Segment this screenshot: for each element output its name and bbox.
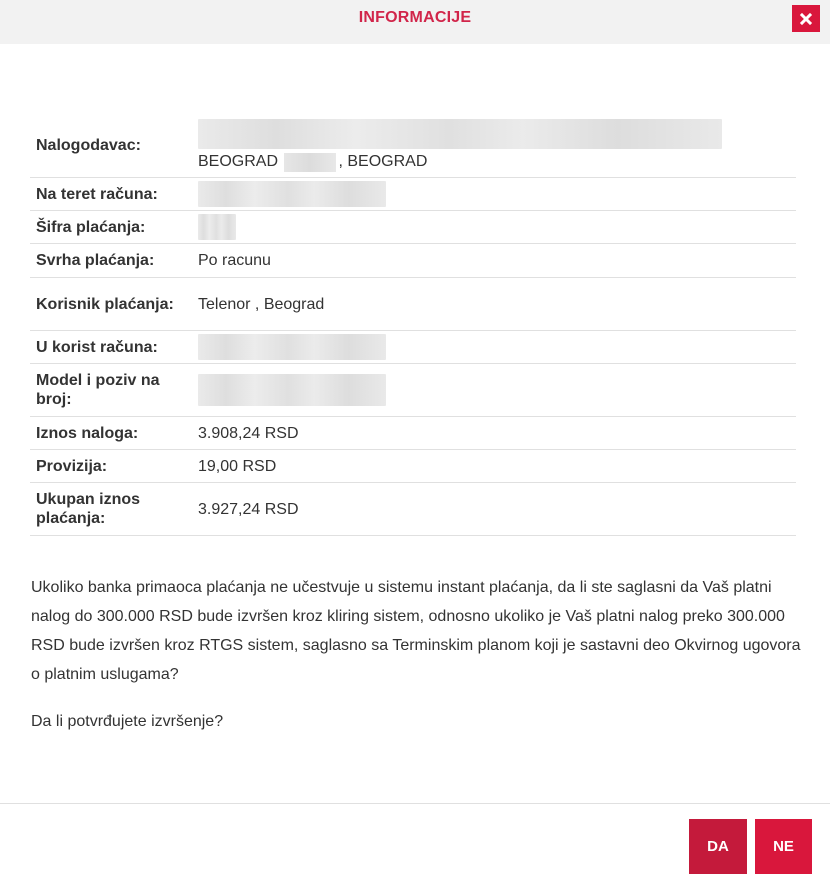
value-svrha: Po racunu [198,252,271,269]
confirm-yes-button[interactable]: DA [689,819,747,874]
redacted-account [198,181,386,207]
close-icon [800,13,812,25]
nalogodavac-city: BEOGRAD [198,153,279,171]
value-provizija: 19,00 RSD [198,457,277,475]
label-na-teret: Na teret računa: [36,185,158,203]
value-na-teret [192,181,796,207]
value-sifra [192,214,796,240]
redacted-reference [198,374,386,406]
confirm-no-button[interactable]: NE [755,819,812,874]
row-u-korist [30,331,796,364]
label-nalogodavac: Nalogodavac: [36,137,141,154]
redacted-beneficiary-account [198,334,386,360]
label-ukupan: Ukupan iznos plaćanja: [36,491,141,527]
row-korisnik [30,278,796,331]
value-nalogodavac [192,119,796,171]
modal-title: INFORMACIJE [358,9,472,26]
label-provizija: Provizija: [36,457,108,475]
row-na-teret [30,178,796,211]
value-iznos: 3.908,24 RSD [198,424,299,442]
row-provizija [30,450,796,483]
value-korisnik: Telenor , Beograd [198,295,325,313]
label-iznos: Iznos naloga: [36,424,139,442]
row-ukupan [30,483,796,536]
value-ukupan: 3.927,24 RSD [198,500,299,518]
label-svrha: Svrha plaćanja: [36,252,155,269]
footer-divider [0,803,830,804]
row-iznos [30,417,796,450]
nalogodavac-city-suffix: , BEOGRAD [338,153,428,171]
label-u-korist: U korist računa: [36,338,158,356]
label-sifra: Šifra plaćanja: [36,218,146,236]
label-model: Model i poziv na broj: [36,372,160,408]
close-button[interactable] [792,5,820,32]
redacted-address [284,153,336,172]
label-korisnik: Korisnik plaćanja: [36,295,174,313]
row-model [30,364,796,417]
row-sifra [30,211,796,244]
value-u-korist [192,334,796,360]
redacted-code [198,214,236,240]
value-model [180,374,796,406]
row-svrha [30,244,796,278]
instant-payment-notice: Ukoliko banka primaoca plaćanja ne učestvuje u sistemu instant plaćanja, da li ste saglasni da Vaš platni nalog do 300.000 RSD bude izvršen kroz kliring sistem, odnosno ukoliko je Vaš platni nalog preko 300.000 RSD bude izvršen kroz RTGS sistem, saglasno sa Terminskim planom koji je sastavni deo Okvirnog ugovora o platnim uslugama? [31,579,801,683]
row-nalogodavac [30,114,796,178]
redacted-name [198,119,722,149]
confirmation-question: Da li potvrđujete izvršenje? [31,713,224,730]
payment-details-table [30,114,796,536]
